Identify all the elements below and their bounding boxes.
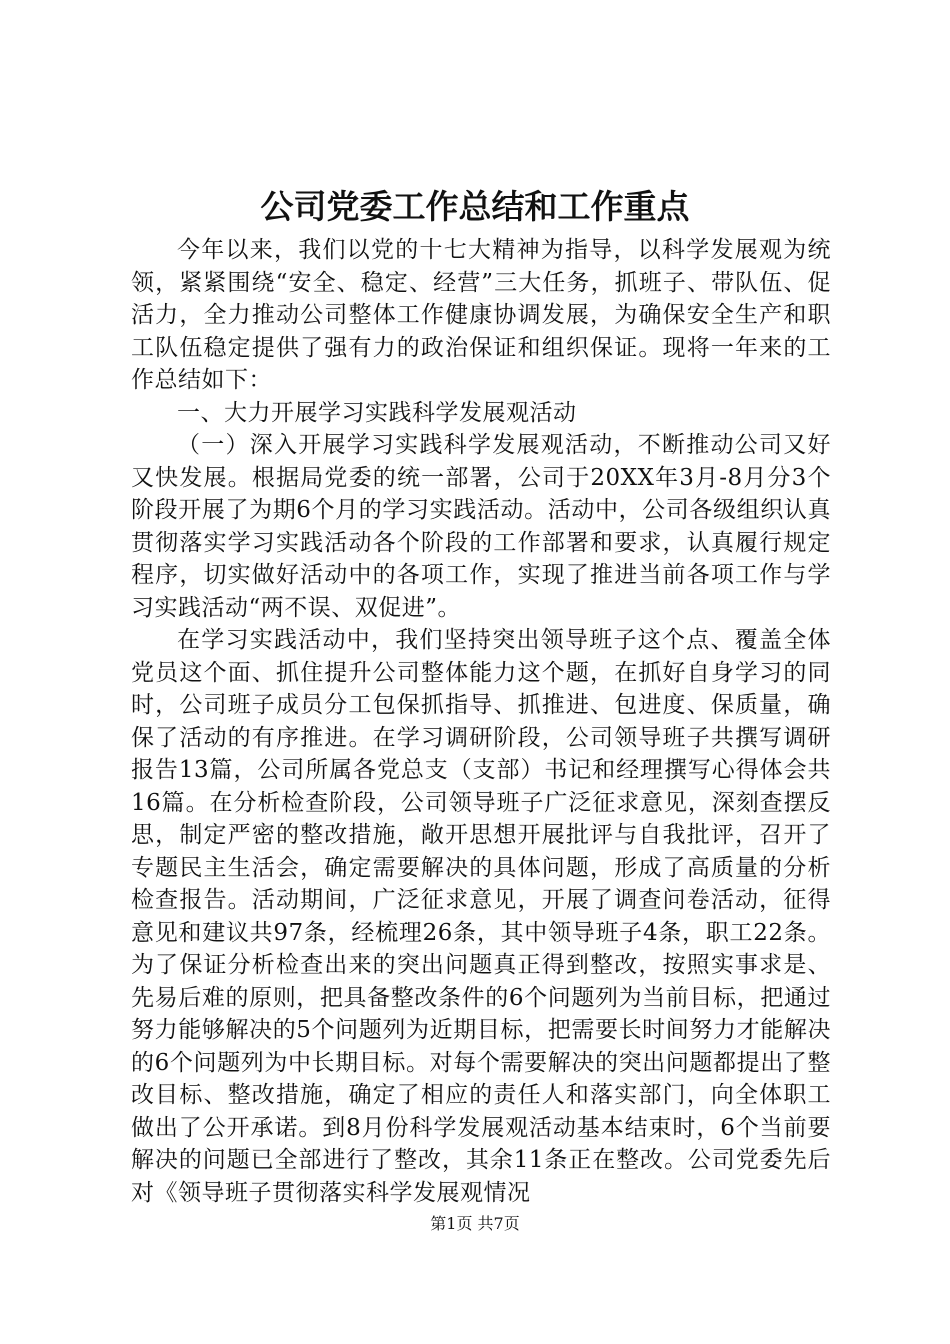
page-number-footer: 第1页 共7页	[430, 1214, 520, 1233]
document-body	[131, 234, 831, 1209]
paragraph-subsection-1: （一）深入开展学习实践科学发展观活动，不断推动公司又好又快发展。根据局党委的统一部署，公司于20XX年3月-8月分3个阶段开展了为期6个月的学习实践活动。活动中，公司各级组织认真贯彻落实学习实践活动各个阶段的工作部署和要求，认真履行规定程序，切实做好活动中的各项工作，实现了推进当前各项工作与学习实践活动“两不误、双促进”。	[131, 432, 831, 621]
document-title: 公司党委工作总结和工作重点	[260, 187, 690, 226]
paragraph-detail: 在学习实践活动中，我们坚持突出领导班子这个点、覆盖全体党员这个面、抓住提升公司整体能力这个题，在抓好自身学习的同时，公司班子成员分工包保抓指导、抓推进、包进度、保质量，确保了活动的有序推进。在学习调研阶段，公司领导班子共撰写调研报告13篇，公司所属各党总支（支部）书记和经理撰写心得体会共16篇。在分析检查阶段，公司领导班子广泛征求意见，深刻查摆反思，制定严密的整改措施，敞开思想开展批评与自我批评，召开了专题民主生活会，确定需要解决的具体问题，形成了高质量的分析检查报告。活动期间，广泛征求意见，开展了调查问卷活动，征得意见和建议共97条，经梳理26条，其中领导班子4条，职工22条。为了保证分析检查出来的突出问题真正得到整改，按照实事求是、先易后难的原则，把具备整改条件的6个问题列为当前目标，把通过努力能够解决的5个问题列为近期目标，把需要长时间努力才能解决的6个问题列为中长期目标。对每个需要解决的突出问题都提出了整改目标、整改措施，确定了相应的责任人和落实部门，向全体职工做出了公开承诺。到8月份科学发展观活动基本结束时，6个当前要解决的问题已全部进行了整改，其余11条正在整改。公司党委先后对《领导班子贯彻落实科学发展观情况	[131, 627, 831, 1206]
section-heading-1: 一、大力开展学习实践科学发展观活动	[177, 399, 577, 426]
paragraph-intro: 今年以来，我们以党的十七大精神为指导，以科学发展观为统领，紧紧围绕“安全、稳定、经营”三大任务，抓班子、带队伍、促活力，全力推动公司整体工作健康协调发展，为确保安全生产和职工队伍稳定提供了强有力的政治保证和组织保证。现将一年来的工作总结如下：	[131, 237, 831, 393]
